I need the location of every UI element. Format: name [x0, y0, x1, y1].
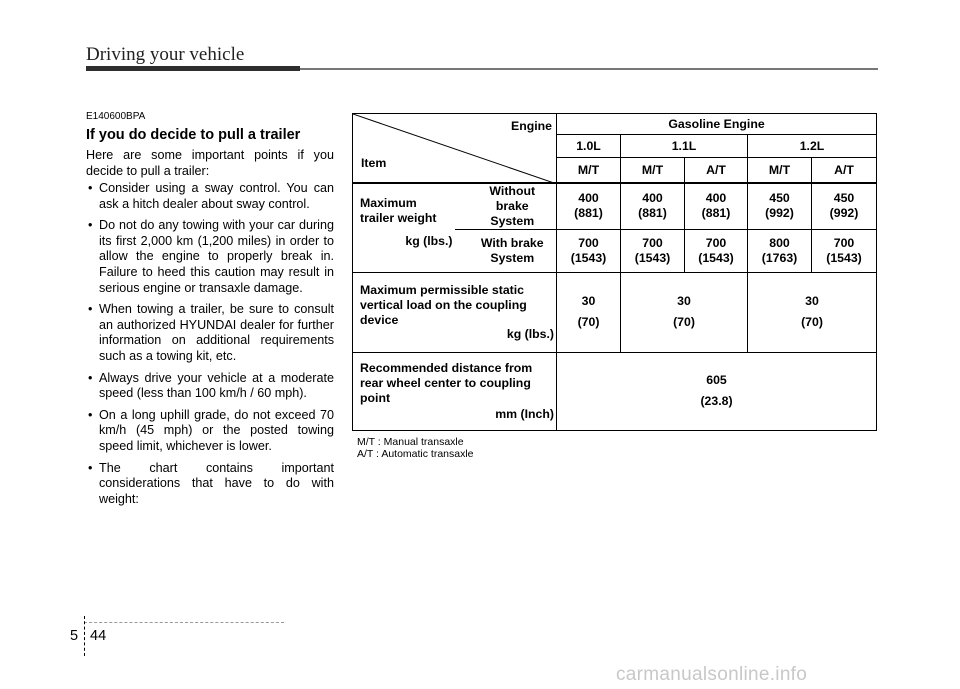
bullet-item: • On a long uphill grade, do not exceed 70 km/h (45 mph) or the posted towing speed limit, whichever is lower. [88, 407, 334, 453]
bullet-dot-icon: • [88, 218, 93, 233]
vertical-load-cell: 30 (70) [557, 272, 621, 352]
bullet-dot-icon: • [88, 302, 93, 317]
intro-paragraph: Here are some important points if you decide to pull a trailer: [86, 148, 334, 178]
transaxle-header: M/T [621, 158, 685, 183]
section-title: If you do decide to pull a trailer [86, 127, 301, 143]
header-rule-light [300, 68, 878, 70]
without-brake-cell: 400 (881) [621, 183, 685, 230]
bullet-item: • When towing a trailer, be sure to consult an authorized HYUNDAI dealer for further information on additional requirements such as a towing kit, etc. [88, 302, 334, 363]
table-notes [357, 436, 474, 460]
bullet-dot-icon: • [88, 181, 93, 195]
with-brake-cell: 700 (1543) [812, 229, 877, 272]
transaxle-header: M/T [557, 158, 621, 183]
without-brake-cell: 400 (881) [685, 183, 748, 230]
footer-divider [84, 616, 85, 656]
page-number: 44 [90, 628, 107, 644]
max-weight-label-cell [353, 183, 455, 273]
corner-item-label: Item [361, 155, 387, 170]
corner-engine-label: Engine [511, 119, 552, 133]
engine-header-1-2l: 1.2L [748, 135, 877, 158]
watermark: carmanualsonline.info [616, 664, 808, 685]
vertical-load-label-cell [353, 272, 557, 352]
note-mt: M/T : Manual transaxle [357, 436, 464, 448]
distance-value-cell: 605 (23.8) [557, 352, 877, 430]
bullet-list [86, 181, 334, 513]
note-at: A/T : Automatic transaxle [357, 448, 474, 460]
without-brake-label: Without brake System [455, 183, 557, 230]
bullet-item: • Consider using a sway control. You can ask a hitch dealer about sway control. [88, 181, 334, 211]
with-brake-label: With brake System [455, 229, 557, 272]
trailer-spec-table [352, 113, 877, 431]
vertical-load-label: Maximum permissible static vertical load on the coupling device [360, 283, 527, 327]
bullet-dot-icon: • [88, 460, 93, 475]
header-rule-dark [86, 66, 300, 71]
with-brake-cell: 800 (1763) [748, 229, 812, 272]
vertical-load-cell: 30 (70) [748, 272, 877, 352]
max-weight-unit: kg (lbs.) [405, 233, 453, 248]
transaxle-header: A/T [812, 158, 877, 183]
bullet-item: • Do not do any towing with your car during its first 2,000 km (1,200 miles) in order to allow the engine to properly break in. Failure to heed this caution may result in serious engine or transaxle damage. [88, 218, 334, 295]
vertical-load-unit: kg (lbs.) [506, 327, 554, 341]
with-brake-cell: 700 (1543) [621, 229, 685, 272]
page-header-title: Driving your vehicle [86, 44, 245, 65]
bullet-dot-icon: • [88, 370, 93, 385]
bullet-dot-icon: • [88, 407, 93, 422]
bullet-item: • The chart contains important considerations that have to do with weight: [88, 460, 334, 506]
section-number: 5 [70, 628, 79, 644]
with-brake-cell: 700 (1543) [557, 229, 621, 272]
engine-header-1-0l: 1.0L [557, 135, 621, 158]
footer-rule [84, 622, 284, 623]
transaxle-header: M/T [748, 158, 812, 183]
section-code: E140600BPA [86, 111, 146, 122]
without-brake-cell: 400 (881) [557, 183, 621, 230]
distance-unit: mm (Inch) [495, 407, 554, 421]
distance-label: Recommended distance from rear wheel center to coupling point [360, 361, 533, 405]
with-brake-cell: 700 (1543) [685, 229, 748, 272]
max-weight-label: Maximum trailer weight [360, 195, 437, 225]
transaxle-header: A/T [685, 158, 748, 183]
without-brake-cell: 450 (992) [812, 183, 877, 230]
gasoline-engine-header: Gasoline Engine [557, 114, 877, 135]
engine-header-1-1l: 1.1L [621, 135, 748, 158]
without-brake-cell: 450 (992) [748, 183, 812, 230]
distance-label-cell [353, 352, 557, 430]
table-corner-cell [353, 114, 557, 183]
bullet-item: • Always drive your vehicle at a moderate speed (less than 100 km/h / 60 mph). [88, 370, 334, 401]
vertical-load-cell: 30 (70) [621, 272, 748, 352]
